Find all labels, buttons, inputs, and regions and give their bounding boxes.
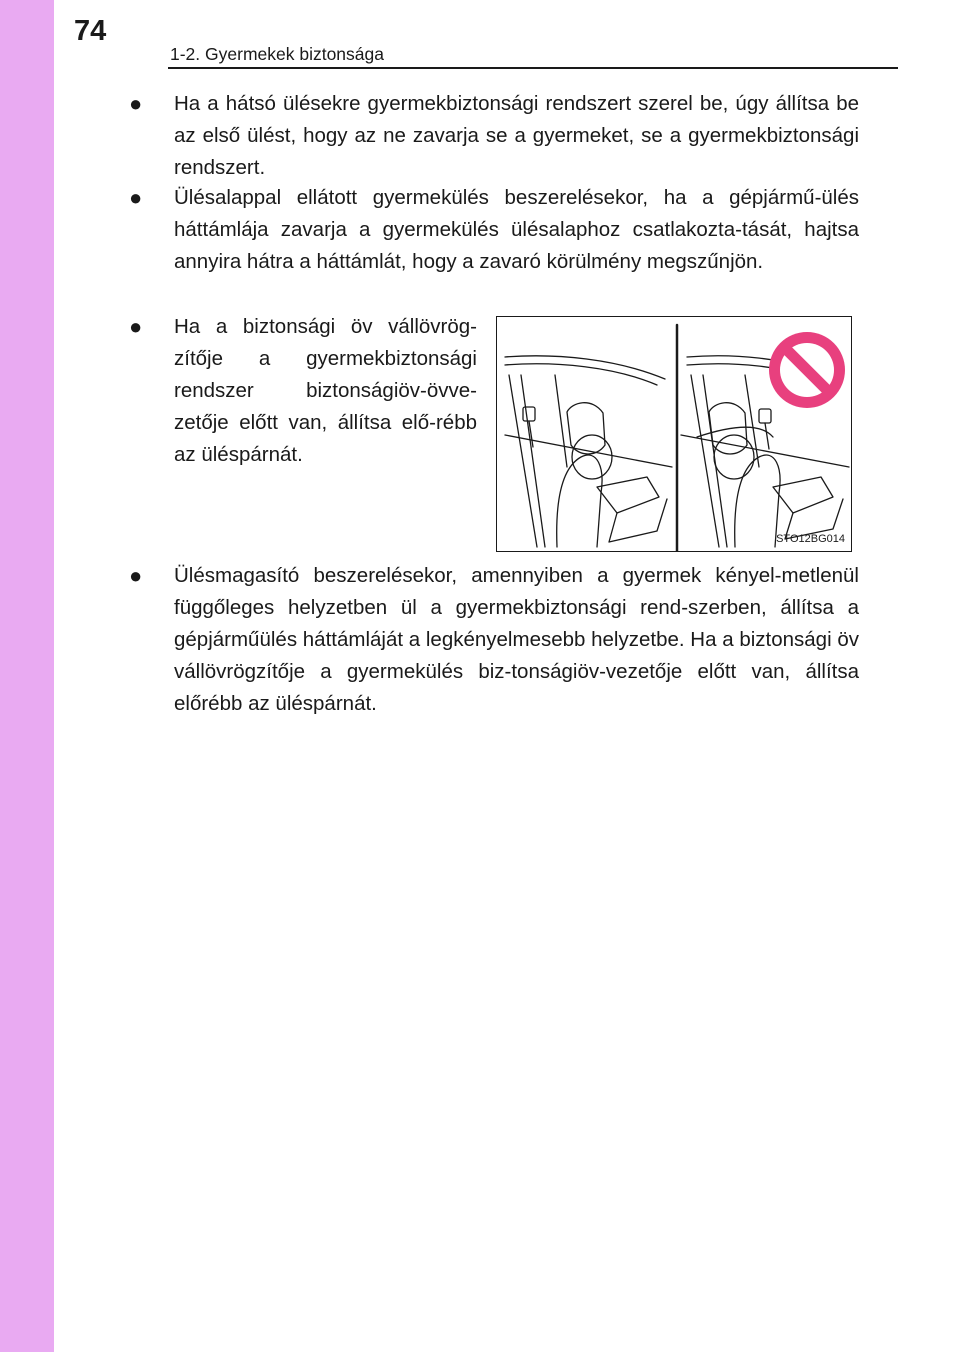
prohibition-icon: [769, 332, 845, 408]
bullet-text: Ülésalappal ellátott gyermekülés beszerelésekor, ha a gépjármű-ülés háttámlája zavarja a gyermekülés ülésalaphoz csatlakozta-tását, hajtsa annyira hátra a háttámlát, hogy a zavaró körülmény megszűnjön.: [174, 186, 859, 273]
bullet-text: Ülésmagasító beszerelésekor, amennyiben a gyermek kényel-metlenül függőleges helyzetben ül a gyermekbiztonsági rend-szerben, állítsa a gépjárműülés háttámláját a legkényelmesebb helyzetbe. Ha a biztonsági öv vállövrögzítője a gyermekülés biz-tonságiöv-vezetője előtt van, állítsa előrébb az üléspárnát.: [174, 564, 859, 715]
bullet-item: [129, 182, 859, 312]
bullet-text: Ha a hátsó ülésekre gyermekbiztonsági rendszert szerel be, úgy állítsa be az első ülést, hogy az ne zavarja se a gyermeket, se a gyermekbiztonsági rendszert.: [174, 92, 859, 179]
bullet-marker: ●: [129, 314, 143, 339]
bullet-marker: ●: [129, 563, 143, 588]
header-rule: [168, 67, 898, 69]
bullet-item: [129, 88, 859, 188]
bullet-marker: ●: [129, 185, 143, 210]
page-number: 74: [74, 15, 107, 47]
bullet-item: [129, 560, 859, 730]
bullet-marker: ●: [129, 91, 143, 116]
child-seat-illustration: [496, 316, 852, 552]
bullet-item: [129, 311, 479, 471]
section-title: 1-2. Gyermekek biztonsága: [170, 44, 384, 64]
illustration-drawing: [497, 317, 852, 552]
bullet-text: Ha a biztonsági öv vállövrög-zítője a gyermekbiztonsági rendszer biztonságiöv-övve-zetője előtt van, állítsa elő-rébb az üléspárnát.: [174, 315, 477, 466]
figure-code: STO12BG014: [776, 533, 845, 545]
page-sidebar: [0, 0, 54, 1352]
